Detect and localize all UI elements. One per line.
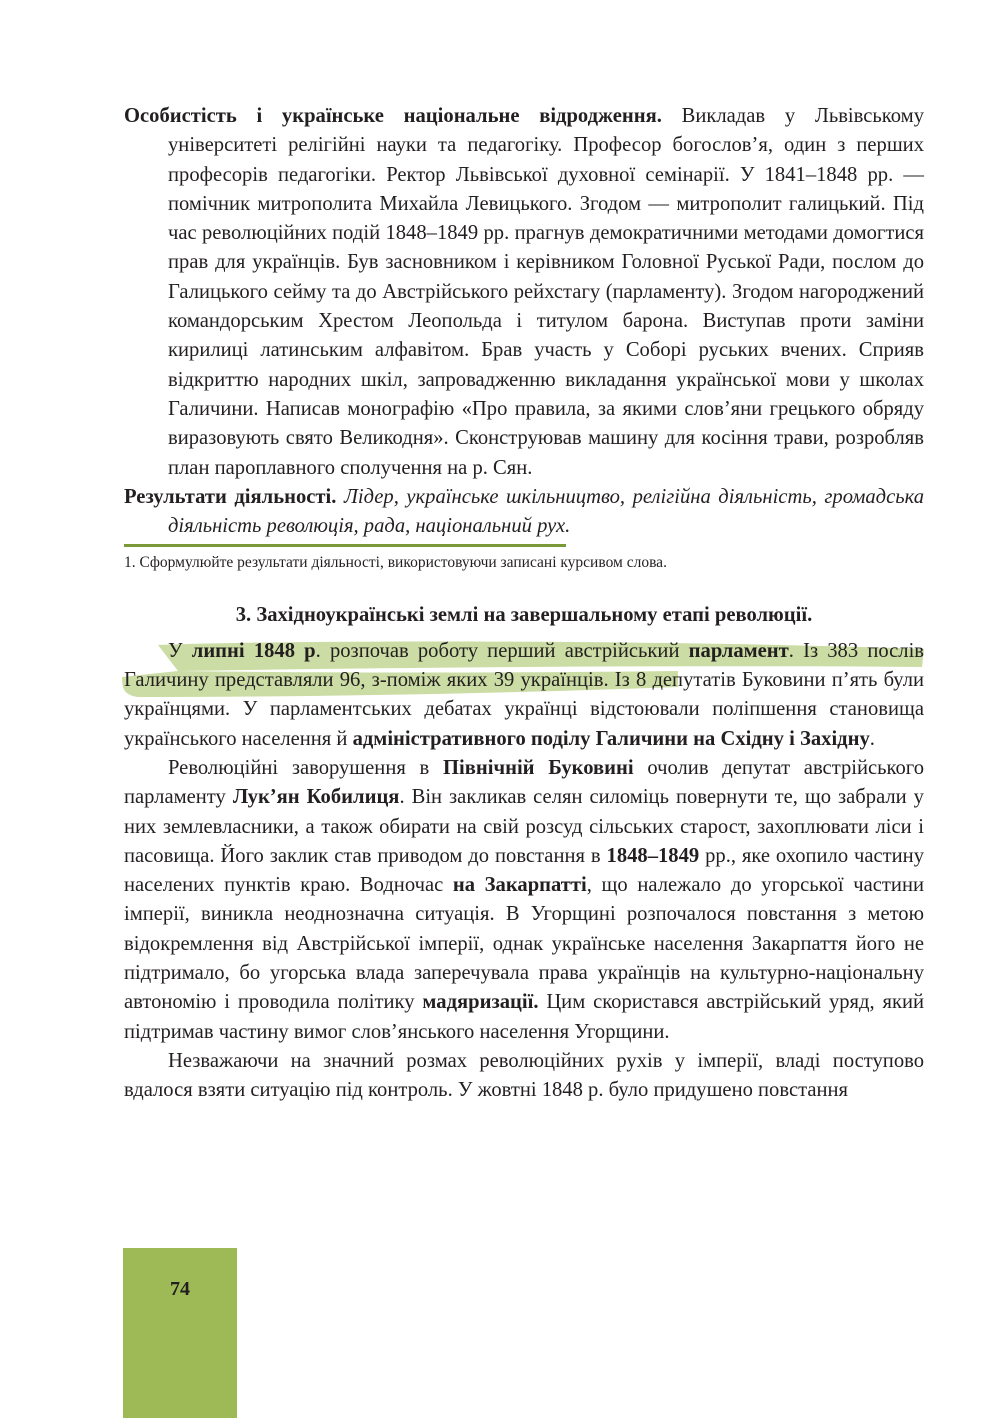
results-paragraph — [124, 483, 924, 542]
p2-bold-magyarization: мадяризації. — [422, 991, 539, 1014]
p1-text-1: У — [168, 639, 192, 662]
bio-heading: Особистість і українське національне відродження. — [124, 105, 662, 127]
p2-bold-kobylytsia: Лук’ян Кобилиця — [232, 786, 400, 809]
page-number: 74 — [170, 1278, 190, 1300]
p2-bold-years: 1848–1849 — [606, 844, 700, 867]
page-content — [124, 102, 924, 1106]
p2-text-1: Революційні заворушення в — [168, 756, 444, 779]
footnote: 1. Сформулюйте результати діяльності, використовуючи записані курсивом слова. — [124, 554, 667, 572]
p2-text-6: Цим скористався австрійський уряд, який підтримав частину вимог слов’янського населення Угорщини. — [124, 991, 924, 1043]
results-heading: Результати діяльності. — [124, 485, 337, 508]
p2-text-3: . Він закликав селян силоміць повернути те, що забрали у них землевласники, а також обирати на свій розсуд сільських старост, захоплювати ліси і пасовища. Його заклик став приводом до повстання в — [124, 786, 924, 867]
p2-bold-bukovina: Північній Буковині — [443, 756, 634, 779]
p1-text-2: . розпочав роботу перший австрійський — [315, 639, 689, 662]
highlighted-paragraph-wrap — [124, 637, 924, 754]
paragraph-parliament — [124, 637, 924, 754]
bio-text: Викладав у Львівському університеті релігійні науки та педагогіку. Професор богослов’я, один з перших професорів педагогіки. Ректор Львівської духовної семінарії. У 1841–1848 рр. — помічник митрополита Михайла Левицького. Згодом — митрополит галицький. Під час революційних подій 1848–1849 рр. прагнув демократичними методами домогтися прав для українців. Був засновником і керівником Головної Руської Ради, послом до Галицького сейму та до Австрійського рейхстагу (парламенту). Згодом нагороджений командорським Хрестом Леопольда і титулом барона. Виступав проти заміни кирилиці латинським алфавітом. Брав участь у Соборі руських вчених. Сприяв відкриттю народних шкіл, запровадженню викладання української мови у школах Галичини. Написав монографію «Про правила, за якими слов’яни грецького обряду виразовують свято Великодня». Сконструював машину для косіння трави, розробляв план пароплавного сполучення на р. Сян. — [168, 105, 924, 479]
page-number-tab — [123, 1248, 237, 1418]
paragraph-suppression: Незважаючи на значний розмах революційних рухів у імперії, владі поступово вдалося взяти ситуацію під контроль. У жовтні 1848 р. було придушено повстання — [124, 1049, 924, 1102]
p1-text-3: . Із 383 послів Галичину представляли 96, з-поміж яких 39 українців. Із 8 депутатів Буковини п’ять були українцями. У парламентських дебатах українці відстоювали поліпшення становища українського населення й — [124, 639, 925, 750]
p2-text-5: , що належало до угорської частини імперії, виникла неоднозначна ситуація. В Угорщині розпочалося повстання з метою відокремлення від Австрійської імперії, однак українське населення Закарпаття його не підтримало, бо угорська влада заперечувала права українців на культурно-національну автономію і проводила політику — [124, 874, 924, 1014]
paragraph-bukovina — [124, 754, 924, 1047]
p1-text-4: . — [869, 727, 875, 750]
p2-text-4: рр., яке охопило частину населених пунктів краю. Водночас — [124, 844, 925, 897]
section-divider — [124, 544, 566, 547]
p1-bold-parliament: парламент — [688, 639, 789, 662]
p1-bold-division: адміністративного поділу Галичини на Східну і Західну — [352, 727, 870, 750]
p2-bold-zakarpattia: на Закарпатті — [452, 874, 587, 897]
p2-text-2: очолив депутат австрійського парламенту — [124, 756, 925, 809]
p1-bold-date: липні 1848 р — [191, 639, 316, 662]
bio-paragraph — [124, 102, 924, 483]
section-title: 3. Західноукраїнські землі на завершальному етапі революції. — [235, 604, 813, 627]
results-text: Лідер, українське шкільництво, релігійна діяльність, громадська діяльність революція, рада, національний рух. — [168, 485, 925, 538]
